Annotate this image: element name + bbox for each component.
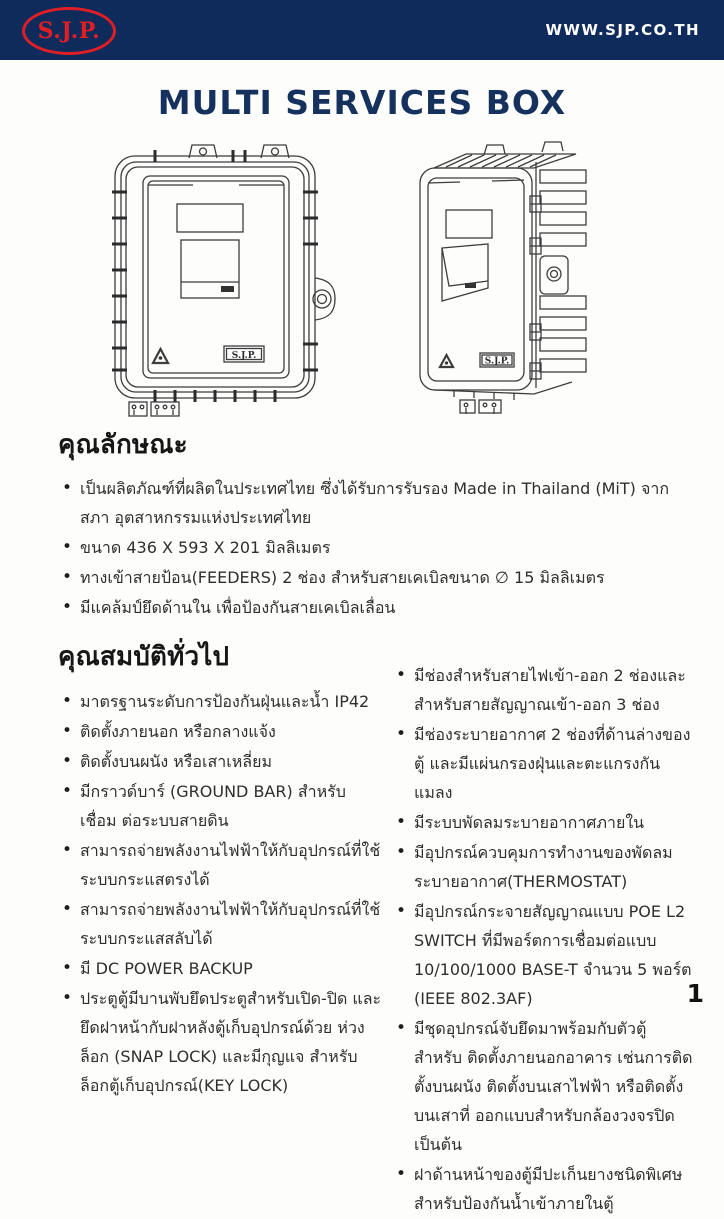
list-item-text: ติดตั้งภายนอก หรือกลางแจ้ง <box>80 722 276 741</box>
front-view-drawing <box>93 138 340 422</box>
perspective-view-drawing <box>384 138 631 422</box>
general-left-column <box>58 636 382 1219</box>
bullet-icon: • <box>62 537 73 557</box>
list-item-text: มีแคล้มป์ยึดด้านใน เพื่อป้องกันสายเคเบิลเลื่อน <box>80 598 396 617</box>
bullet-icon: • <box>396 1018 407 1038</box>
features-list <box>58 474 690 622</box>
bullet-icon: • <box>396 842 407 862</box>
list-item <box>392 897 696 1013</box>
list-item <box>58 533 690 562</box>
list-item <box>392 808 696 837</box>
bullet-icon: • <box>62 958 73 978</box>
list-item-text: มีช่องสำหรับสายไฟเข้า-ออก 2 ช่องและ สำหรับสายสัญญาณเข้า-ออก 3 ช่อง <box>414 666 686 714</box>
list-item-text: สามารถจ่ายพลังงานไฟฟ้าให้กับอุปกรณ์ที่ใช้ ระบบกระแสตรงได้ <box>80 841 381 889</box>
list-item-text: ประตูตู้มีบานพับยึดประตูสำหรับเปิด-ปิด และยึดฝาหน้ากับฝาหลังตู้เก็บอุปกรณ์ด้วย ห่วงล็อก (SNAP LOCK) และมีกุญแจ สำหรับล็อกตู้เก็บอุปกรณ์(KEY LOCK) <box>80 989 382 1095</box>
list-item-text: มีระบบพัดลมระบายอากาศภายใน <box>414 813 645 832</box>
side-view-brand-label: S.J.P. <box>484 356 510 367</box>
list-item-text: มีชุดอุปกรณ์จับยึดมาพร้อมกับตัวตู้ สำหรับ ติดตั้งภายนอกอาคาร เช่นการติดตั้งบนผนัง ติดตั้งบนเสาไฟฟ้า หรือติดตั้งบนเสาที่ ออกแบบสำหรับกล้องวงจรปิด เป็นต้น <box>414 1019 693 1154</box>
bullet-icon: • <box>62 899 73 919</box>
list-item-text: มี DC POWER BACKUP <box>80 959 253 978</box>
sjp-logo <box>22 7 116 55</box>
list-item <box>58 895 382 953</box>
page-title: MULTI SERVICES BOX <box>157 83 567 122</box>
list-item <box>58 563 690 592</box>
features-section <box>0 424 724 622</box>
list-item-text: ฝาด้านหน้าของตู้มีปะเก็นยางชนิดพิเศษ สำหรับป้องกันน้ำเข้าภายในตู้ <box>414 1165 683 1213</box>
website-link[interactable]: WWW.SJP.CO.TH <box>545 21 700 39</box>
bullet-icon: • <box>396 1164 407 1184</box>
general-right-column <box>392 636 696 1219</box>
general-heading: คุณสมบัติทั่วไป <box>58 642 230 672</box>
sjp-logo-text: S.J.P. <box>37 18 101 44</box>
general-right-list <box>392 661 696 1218</box>
front-view-brand-label: S.J.P. <box>231 351 257 361</box>
bullet-icon: • <box>62 751 73 771</box>
list-item <box>58 836 382 894</box>
features-heading: คุณลักษณะ <box>58 430 188 460</box>
list-item-text: มีอุปกรณ์ควบคุมการทำงานของพัดลม ระบายอากาศ(THERMOSTAT) <box>414 843 673 891</box>
list-item <box>58 474 690 532</box>
bullet-icon: • <box>396 901 407 921</box>
warning-triangle-icon <box>153 349 168 363</box>
bullet-icon: • <box>62 781 73 801</box>
list-item <box>58 954 382 983</box>
bullet-icon: • <box>62 567 73 587</box>
bullet-icon: • <box>62 840 73 860</box>
list-item <box>392 1160 696 1218</box>
bullet-icon: • <box>62 691 73 711</box>
bullet-icon: • <box>62 478 73 498</box>
warning-triangle-icon <box>440 355 453 367</box>
bullet-icon: • <box>62 721 73 741</box>
bullet-icon: • <box>396 812 407 832</box>
list-item <box>58 777 382 835</box>
list-item-text: มีช่องระบายอากาศ 2 ช่องที่ด้านล่างของตู้ และมีแผ่นกรองฝุ่นและตะแกรงกันแมลง <box>414 725 691 802</box>
list-item-text: ติดตั้งบนผนัง หรือเสาเหลี่ยม <box>80 752 272 771</box>
list-item <box>58 984 382 1100</box>
list-item <box>392 838 696 896</box>
list-item <box>58 717 382 746</box>
bullet-icon: • <box>396 665 407 685</box>
list-item <box>58 747 382 776</box>
list-item <box>392 1014 696 1159</box>
page-number: 1 <box>686 979 704 1008</box>
list-item-text: ขนาด 436 X 593 X 201 มิลลิเมตร <box>80 538 331 557</box>
header-bar <box>0 0 724 60</box>
bullet-icon: • <box>62 597 73 617</box>
general-section <box>0 636 724 1219</box>
list-item <box>392 720 696 807</box>
bullet-icon: • <box>396 724 407 744</box>
list-item <box>58 593 690 622</box>
general-left-list <box>58 687 382 1100</box>
list-item-text: มาตรฐานระดับการป้องกันฝุ่นและน้ำ IP42 <box>80 692 370 711</box>
bullet-icon: • <box>62 988 73 1008</box>
list-item-text: เป็นผลิตภัณฑ์ที่ผลิตในประเทศไทย ซึ่งได้รับการรับรอง Made in Thailand (MiT) จากสภา อุตสาหกรรมแห่งประเทศไทย <box>80 479 670 527</box>
product-drawings <box>0 138 724 422</box>
list-item-text: ทางเข้าสายป้อน(FEEDERS) 2 ช่อง สำหรับสายเคเบิลขนาด ∅ 15 มิลลิเมตร <box>80 568 605 587</box>
list-item <box>58 687 382 716</box>
list-item-text: มีกราวด์บาร์ (GROUND BAR) สำหรับเชื่อม ต่อระบบสายดิน <box>80 782 346 830</box>
list-item-text: สามารถจ่ายพลังงานไฟฟ้าให้กับอุปกรณ์ที่ใช้ ระบบกระแสสลับได้ <box>80 900 381 948</box>
list-item-text: มีอุปกรณ์กระจายสัญญาณแบบ POE L2 SWITCH ที่มีพอร์ตการเชื่อมต่อแบบ 10/100/1000 BASE-T จำนวน 5 พอร์ต (IEEE 802.3AF) <box>414 902 692 1008</box>
list-item <box>392 661 696 719</box>
